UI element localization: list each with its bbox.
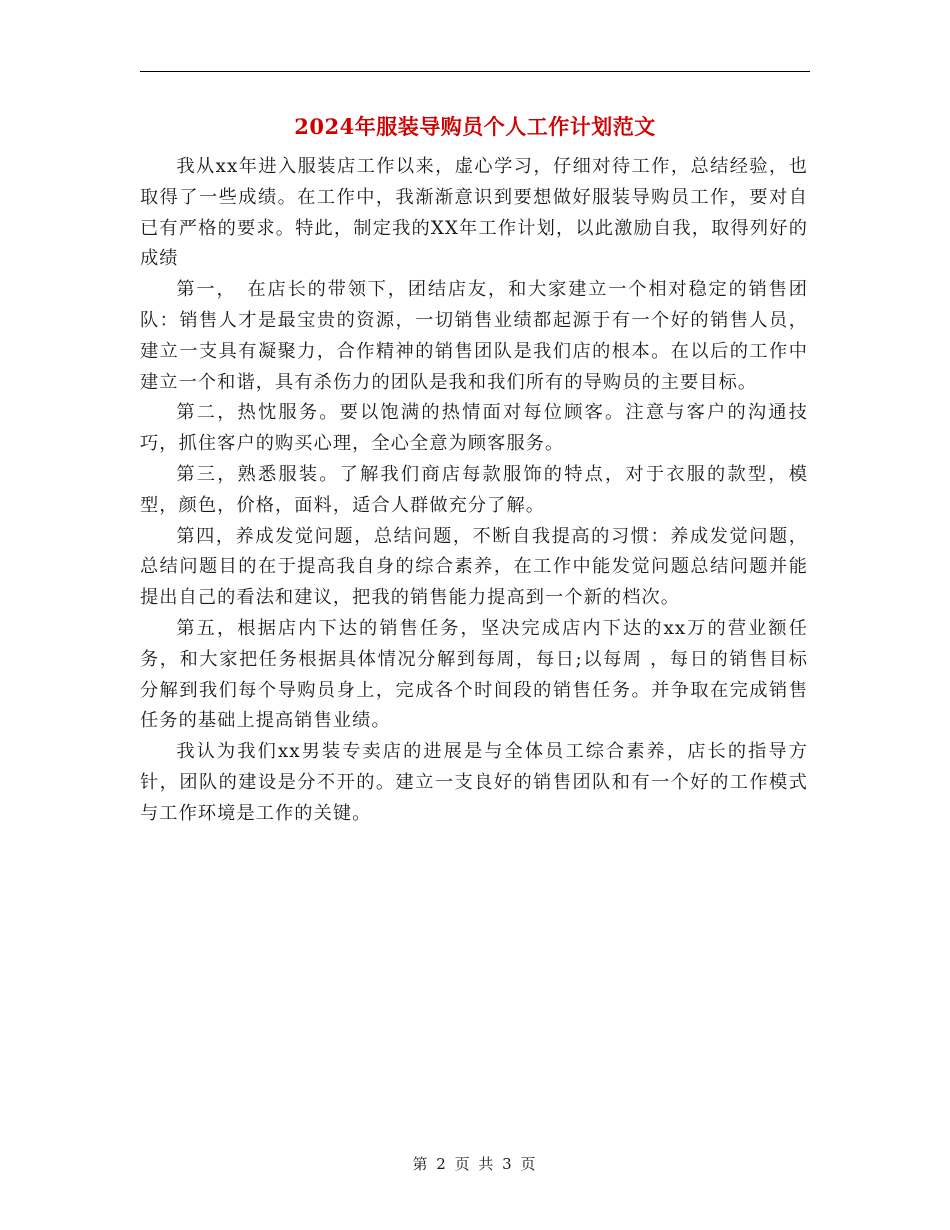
document-body xyxy=(140,152,808,830)
paragraph-intro: 我从xx年进入服装店工作以来，虚心学习，仔细对待工作，总结经验，也取得了一些成绩。在工作中，我渐渐意识到要想做好服装导购员工作，要对自已有严格的要求。特此，制定我的XX年工作计划，以此激励自我，取得列好的成绩 xyxy=(140,156,808,270)
header-rule xyxy=(140,71,810,72)
page-number-footer: 第 2 页 共 3 页 xyxy=(412,1155,538,1173)
paragraph-point-1: 第一， 在店长的带领下，团结店友，和大家建立一个相对稳定的销售团队：销售人才是最宝贵的资源，一切销售业绩都起源于有一个好的销售人员，建立一支具有凝聚力，合作精神的销售团队是我们店的根本。在以后的工作中建立一个和谐，具有杀伤力的团队是我和我们所有的导购员的主要目标。 xyxy=(140,279,808,393)
document-title: 2024年服装导购员个人工作计划范文 xyxy=(294,114,656,139)
paragraph-point-3: 第三，熟悉服装。了解我们商店每款服饰的特点，对于衣服的款型，模型，颜色，价格，面料，适合人群做充分了解。 xyxy=(140,463,808,516)
paragraph-point-2: 第二，热忱服务。要以饱满的热情面对每位顾客。注意与客户的沟通技巧，抓住客户的购买心理，全心全意为顾客服务。 xyxy=(140,402,808,455)
paragraph-point-5: 第五，根据店内下达的销售任务，坚决完成店内下达的xx万的营业额任务，和大家把任务根据具体情况分解到每周，每日;以每周 ，每日的销售目标分解到我们每个导购员身上，完成各个时间段的销售任务。并争取在完成销售任务的基础上提高销售业绩。 xyxy=(140,617,808,732)
paragraph-conclusion: 我认为我们xx男装专卖店的进展是与全体员工综合素养，店长的指导方针，团队的建设是分不开的。建立一支良好的销售团队和有一个好的工作模式与工作环境是工作的关键。 xyxy=(140,741,808,824)
paragraph-point-4: 第四，养成发觉问题，总结问题，不断自我提高的习惯：养成发觉问题，总结问题目的在于提高我自身的综合素养，在工作中能发觉问题总结问题并能提出自己的看法和建议，把我的销售能力提高到一个新的档次。 xyxy=(140,525,808,609)
